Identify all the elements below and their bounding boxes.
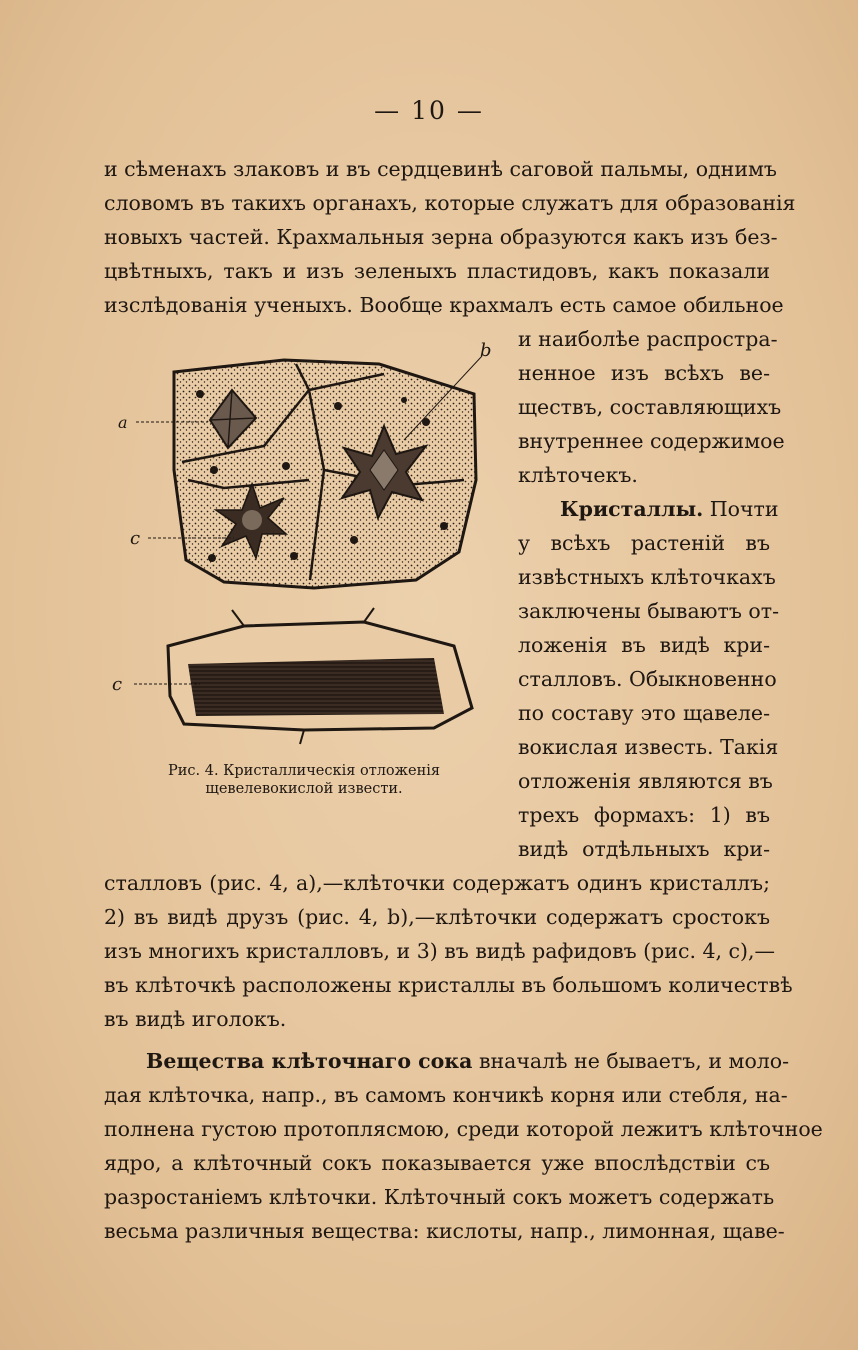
section-heading-crystals: Кристаллы.	[560, 497, 704, 521]
text-line	[104, 1046, 790, 1076]
text-line: дая клѣточка, напр., въ самомъ кончикѣ корня или стебля, на-	[104, 1083, 788, 1107]
text-line: весьма различныя вещества: кислоты, напр., лимонная, щаве-	[104, 1219, 785, 1243]
caption-line: щевелевокислой извести.	[205, 781, 403, 797]
text-span: вначалѣ не бываетъ, и моло-	[478, 1049, 790, 1073]
text-line: изъ многихъ кристалловъ, и 3) въ видѣ рафидовъ (рис. 4, c),—	[104, 939, 776, 963]
text-line: по составу это щавеле-	[518, 701, 770, 725]
text-line: изслѣдованія ученыхъ. Вообще крахмалъ есть самое обильное	[104, 293, 784, 317]
text-line: въ видѣ иголокъ.	[104, 1007, 287, 1031]
figure-crystal-deposits	[104, 330, 504, 810]
text-line: ществъ, составляющихъ	[518, 395, 782, 419]
raphide-cell	[168, 608, 472, 744]
text-line: сталловъ. Обыкновенно	[518, 667, 777, 691]
text-line: ядро, а клѣточный сокъ показывается уже впослѣдствіи съ	[104, 1151, 770, 1175]
text-line: сталловъ (рис. 4, a),—клѣточки содержатъ одинъ кристаллъ;	[104, 871, 770, 895]
text-line: у всѣхъ растеній въ	[518, 531, 770, 555]
text-line: 2) въ видѣ друзъ (рис. 4, b),—клѣточки содержатъ сростокъ	[104, 905, 770, 929]
text-line: трехъ формахъ: 1) въ	[518, 803, 770, 827]
text-line: цвѣтныхъ, такъ и изъ зеленыхъ пластидовъ, какъ показали	[104, 259, 770, 283]
figure-label-b: b	[480, 340, 492, 361]
text-line: и сѣменахъ злаковъ и въ сердцевинѣ саговой пальмы, однимъ	[104, 157, 777, 181]
text-line: разростаніемъ клѣточки. Клѣточный сокъ можетъ содержать	[104, 1185, 775, 1209]
caption-line: Рис. 4. Кристаллическія отложенія	[167, 763, 441, 779]
text-line: заключены бываютъ от-	[518, 599, 780, 623]
text-line: словомъ въ такихъ органахъ, которые служатъ для образованія	[104, 191, 796, 215]
text-line: и наиболѣе распростра-	[518, 327, 778, 351]
text-line: ненное изъ всѣхъ ве-	[518, 361, 770, 385]
text-line: вокислая известь. Такія	[518, 735, 779, 759]
text-line: въ клѣточкѣ расположены кристаллы въ большомъ количествѣ	[104, 973, 793, 997]
figure-label-a: a	[118, 413, 128, 432]
text-line: отложенія являются въ	[518, 769, 773, 793]
text-line: клѣточекъ.	[518, 463, 638, 487]
text-line: ложенія въ видѣ кри-	[518, 633, 770, 657]
figure-label-c-lower: c	[112, 674, 123, 695]
text-line: внутреннее содержимое	[518, 429, 785, 453]
text-span: Почти	[709, 497, 779, 521]
page-number: — 10 —	[374, 96, 484, 125]
text-line: извѣстныхъ клѣточкахъ	[518, 565, 776, 589]
figure-illustration	[104, 330, 504, 760]
section-heading-cell-sap: Вещества клѣточнаго сока	[146, 1049, 473, 1073]
text-line	[518, 494, 779, 524]
figure-label-c-upper: c	[130, 528, 141, 549]
upper-cells	[174, 360, 476, 588]
text-line: новыхъ частей. Крахмальныя зерна образуются какъ изъ без-	[104, 225, 778, 249]
text-line: видѣ отдѣльныхъ кри-	[518, 837, 770, 861]
text-line: полнена густою протоплясмою, среди которой лежитъ клѣточное	[104, 1117, 823, 1141]
figure-caption	[104, 762, 504, 798]
